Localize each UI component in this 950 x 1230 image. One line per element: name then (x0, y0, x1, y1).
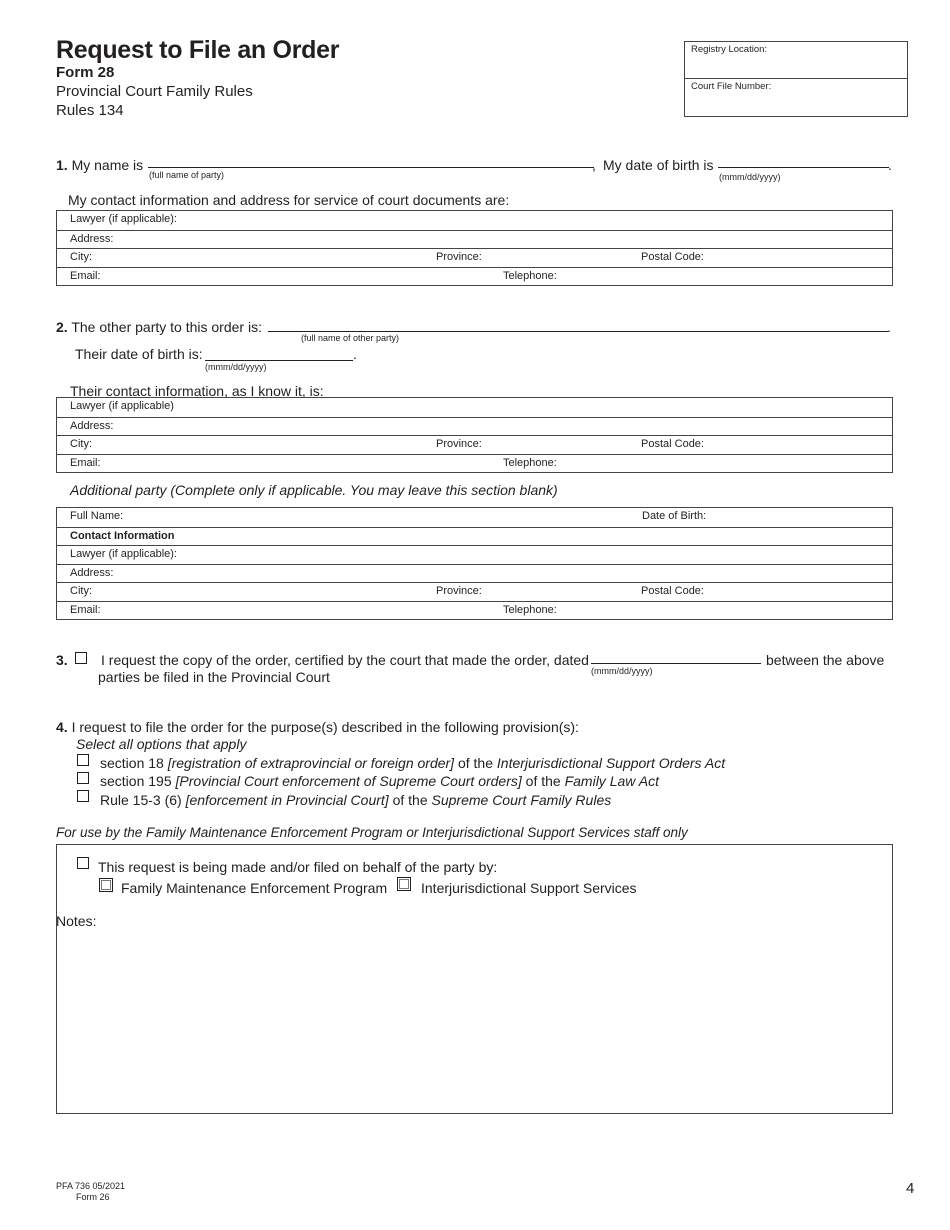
city-label: City: (70, 585, 92, 597)
period-3: . (353, 346, 357, 362)
name-input[interactable] (148, 167, 594, 168)
other-party-prefix: The other party to this order is: (71, 319, 262, 335)
option-3-text: Rule 15-3 (6) [enforcement in Provincial Court] of the Supreme Court Family Rules (100, 792, 612, 808)
notes-label: Notes: (56, 913, 97, 929)
form-number: Form 28 (56, 64, 115, 81)
section4-intro: I request to file the order for the purpose(s) described in the following provision(s): (71, 719, 579, 735)
additional-dob-label: Date of Birth: (642, 510, 707, 522)
additional-party-intro: Additional party (Complete only if applicable. You may leave this section blank) (70, 482, 558, 498)
contact-table-1 (56, 210, 893, 286)
full-name-row[interactable] (57, 508, 892, 527)
address-label: Address: (70, 419, 114, 432)
lawyer-row[interactable] (57, 211, 892, 230)
their-dob-hint: (mmm/dd/yyyy) (205, 362, 267, 372)
section2-line (56, 319, 262, 335)
court-file-number-field[interactable] (685, 78, 907, 114)
other-party-hint: (full name of other party) (301, 333, 400, 343)
section2-number: 2. (56, 319, 68, 335)
option-2-text: section 195 [Provincial Court enforcement of Supreme Court orders] of the Family Law Act (100, 773, 659, 789)
option-3-checkbox[interactable] (77, 790, 89, 802)
city-row[interactable] (57, 248, 892, 267)
email-row[interactable] (57, 267, 892, 286)
footer-form-ref: Form 26 (76, 1192, 110, 1202)
city-row[interactable] (57, 582, 892, 601)
lawyer-row[interactable] (57, 398, 892, 417)
section3-number: 3. (56, 652, 68, 668)
their-dob-input[interactable] (205, 360, 353, 361)
email-row[interactable] (57, 601, 892, 620)
select-all-note: Select all options that apply (76, 736, 247, 752)
order-date-hint: (mmm/dd/yyyy) (591, 666, 653, 676)
telephone-label: Telephone: (503, 603, 557, 616)
postal-label: Postal Code: (641, 251, 704, 263)
page-number: 4 (906, 1180, 915, 1197)
name-prefix: My name is (71, 157, 144, 173)
section1-line (56, 157, 143, 173)
address-label: Address: (70, 232, 114, 245)
lawyer-row[interactable] (57, 545, 892, 564)
request-copy-checkbox[interactable] (75, 652, 87, 664)
notes-area[interactable] (70, 935, 880, 1105)
rules-name: Provincial Court Family Rules (56, 83, 253, 100)
address-row[interactable] (57, 230, 892, 249)
dob-prefix: My date of birth is (603, 157, 714, 173)
contact-table-2 (56, 397, 893, 473)
rules-ref: Rules 134 (56, 102, 124, 119)
province-label: Province: (436, 438, 482, 450)
behalf-checkbox[interactable] (77, 857, 89, 869)
email-label: Email: (70, 456, 101, 469)
behalf-text: This request is being made and/or filed on behalf of the party by: (98, 859, 498, 875)
address-row[interactable] (57, 564, 892, 583)
order-date-input[interactable] (591, 663, 761, 664)
email-label: Email: (70, 603, 101, 616)
section4-number: 4. (56, 719, 68, 735)
dob-hint: (mmm/dd/yyyy) (719, 172, 781, 182)
contact-heading-row (57, 527, 892, 546)
option-1-text: section 18 [registration of extraprovincial or foreign order] of the Interjurisdictional Support Orders Act (100, 755, 726, 771)
fmep-checkbox[interactable] (99, 878, 113, 892)
contact-intro-2: Their contact information, as I know it, is: (70, 383, 324, 399)
iss-checkbox[interactable] (397, 877, 411, 891)
telephone-label: Telephone: (503, 456, 557, 469)
their-dob-prefix: Their date of birth is: (75, 346, 203, 362)
address-label: Address: (70, 566, 114, 579)
additional-party-table (56, 507, 893, 620)
dob-input[interactable] (718, 167, 889, 168)
contact-heading: Contact Information (70, 529, 175, 542)
section3-text-1: I request the copy of the order, certified by the court that made the order, dated (101, 652, 589, 668)
city-label: City: (70, 251, 92, 263)
telephone-label: Telephone: (503, 269, 557, 282)
option-1-checkbox[interactable] (77, 754, 89, 766)
section3-text-2: between the above (766, 652, 885, 668)
iss-label: Interjurisdictional Support Services (421, 880, 637, 896)
other-party-input[interactable] (268, 331, 888, 332)
court-file-number-label: Court File Number: (691, 81, 772, 92)
registry-box (684, 41, 908, 117)
email-label: Email: (70, 269, 101, 282)
registry-location-field[interactable] (685, 42, 907, 78)
lawyer-label: Lawyer (if applicable): (70, 213, 177, 225)
period-2: . (887, 319, 891, 335)
full-name-label: Full Name: (70, 510, 124, 522)
section4-line (56, 719, 579, 735)
city-label: City: (70, 438, 92, 450)
address-row[interactable] (57, 417, 892, 436)
period-1: . (888, 157, 892, 173)
postal-label: Postal Code: (641, 438, 704, 450)
section1-number: 1. (56, 157, 68, 173)
province-label: Province: (436, 585, 482, 597)
city-row[interactable] (57, 435, 892, 454)
lawyer-label: Lawyer (if applicable) (70, 400, 174, 412)
footer-form-code: PFA 736 05/2021 (56, 1181, 126, 1191)
province-label: Province: (436, 251, 482, 263)
section3-text-line2: parties be filed in the Provincial Court (98, 669, 330, 685)
registry-location-label: Registry Location: (691, 44, 768, 55)
comma-1: , (592, 157, 596, 173)
postal-label: Postal Code: (641, 585, 704, 597)
staff-heading: For use by the Family Maintenance Enforcement Program or Interjurisdictional Support Services staff only (56, 825, 688, 840)
name-hint: (full name of party) (149, 170, 225, 180)
lawyer-label: Lawyer (if applicable): (70, 548, 177, 560)
email-row[interactable] (57, 454, 892, 473)
option-2-checkbox[interactable] (77, 772, 89, 784)
page-title: Request to File an Order (56, 36, 340, 64)
contact-intro-1: My contact information and address for service of court documents are: (68, 192, 510, 208)
fmep-label: Family Maintenance Enforcement Program (121, 880, 388, 896)
